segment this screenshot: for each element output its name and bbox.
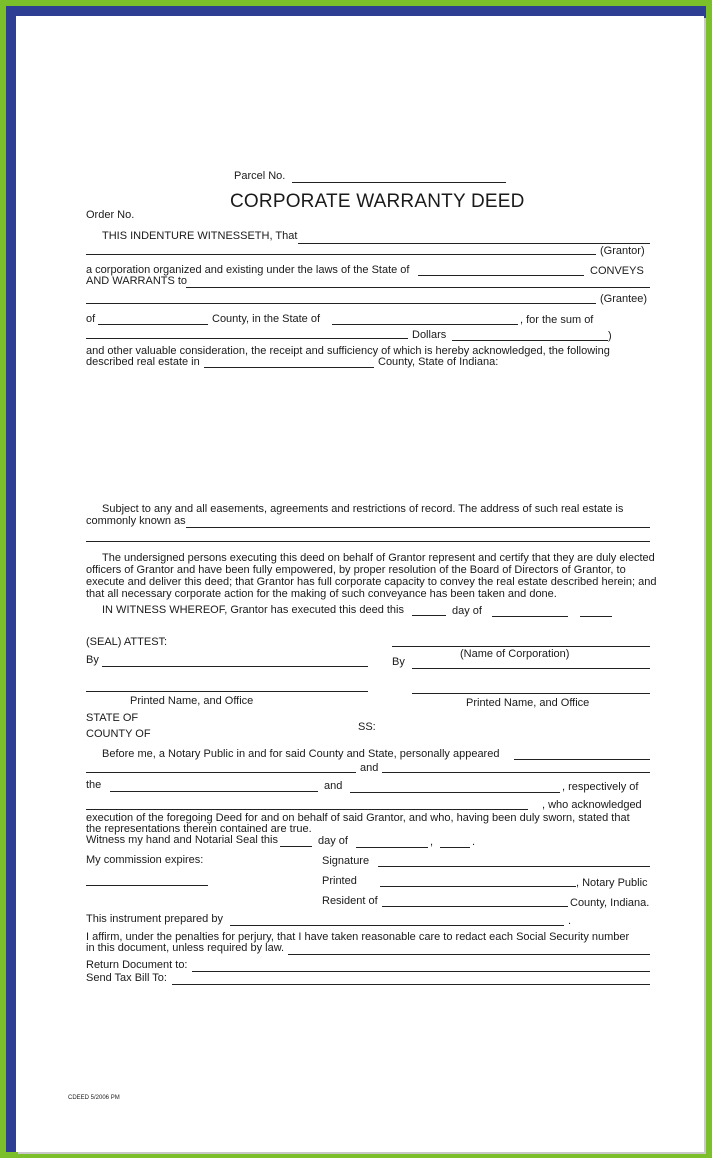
signature-label: Signature	[322, 855, 370, 867]
county-state-text: County, in the State of	[212, 313, 321, 325]
grantee-label: (Grantee)	[600, 293, 648, 305]
address-line-2[interactable]	[86, 541, 650, 542]
state-of-label: STATE OF	[86, 712, 139, 724]
the-text: the	[86, 779, 102, 791]
grantor-line-1[interactable]	[298, 243, 650, 244]
witness-year-line[interactable]	[580, 616, 612, 617]
witness-month-line[interactable]	[492, 616, 568, 617]
grantee-line-1[interactable]	[186, 287, 650, 288]
execution-line-1: execution of the foregoing Deed for and on behalf of said Grantor, and who, having been duly sworn, stated that	[86, 812, 630, 824]
parcel-line[interactable]	[292, 182, 506, 183]
printed-name-left: Printed Name, and Office	[130, 695, 254, 707]
affirm-line-2: in this document, unless required by law.	[86, 942, 285, 954]
county-indiana-text-2: County, Indiana.	[570, 897, 650, 909]
undersigned-line-4: that all necessary corporate action for the making of such conveyance has been taken and done.	[86, 588, 557, 600]
deed-document	[16, 16, 704, 1152]
appeared-line-1[interactable]	[514, 759, 650, 760]
grantee-line-2[interactable]	[86, 303, 596, 304]
of-text: of	[86, 313, 96, 325]
county-in-line[interactable]	[204, 367, 374, 368]
send-tax-line[interactable]	[172, 984, 650, 985]
page-title: CORPORATE WARRANTY DEED	[230, 191, 525, 212]
witness-whereof-text: IN WITNESS WHEREOF, Grantor has executed this deed this	[102, 604, 404, 616]
printed-name-right: Printed Name, and Office	[466, 697, 590, 709]
prepared-by-text: This instrument prepared by	[86, 913, 223, 925]
undersigned-line-3: execute and deliver this deed; that Grantor has full corporate capacity to convey the real estate described herein; and	[86, 576, 657, 588]
attest-signature-line[interactable]	[102, 666, 368, 667]
send-tax-label: Send Tax Bill To:	[86, 972, 167, 984]
name-of-corp-label: (Name of Corporation)	[460, 648, 570, 660]
corp-text: a corporation organized and existing under the laws of the State of	[86, 264, 410, 276]
county-of-label: COUNTY OF	[86, 728, 151, 740]
day-of-text: day of	[452, 605, 482, 617]
by-label-right: By	[392, 656, 405, 668]
title-line-2[interactable]	[350, 792, 560, 793]
parcel-label: Parcel No.	[234, 170, 286, 182]
conveys-text: CONVEYS	[590, 265, 644, 277]
warrants-text: AND WARRANTS to	[86, 275, 188, 287]
consideration-line-1: and other valuable consideration, the receipt and sufficiency of which is hereby acknowledged, the following	[86, 345, 610, 357]
county-indiana-text: County, State of Indiana:	[378, 356, 499, 368]
notary-day-of-text: day of	[318, 835, 348, 847]
before-me-text: Before me, a Notary Public in and for said County and State, personally appeared	[102, 748, 500, 760]
appeared-line-2[interactable]	[86, 772, 356, 773]
attest-printed-line[interactable]	[86, 691, 368, 692]
subject-line-1: Subject to any and all easements, agreements and restrictions of record. The address of such real estate is	[102, 503, 624, 515]
affirm-line-1: I affirm, under the penalties for perjury, that I have taken reasonable care to redact each Social Security number	[86, 931, 630, 943]
paren-close: )	[608, 330, 612, 342]
consideration-line-2: described real estate in	[86, 356, 200, 368]
prepared-by-line[interactable]	[230, 925, 564, 926]
corp-printed-line[interactable]	[412, 693, 650, 694]
notary-day-line[interactable]	[280, 846, 312, 847]
commission-label: My commission expires:	[86, 854, 204, 866]
state-of-line[interactable]	[332, 324, 518, 325]
by-label-left: By	[86, 654, 99, 666]
amount-line[interactable]	[452, 340, 608, 341]
period-text-2: .	[568, 915, 572, 927]
corporation-line[interactable]	[86, 809, 528, 810]
execution-line-2: the representations therein contained are true.	[86, 823, 312, 835]
and-text-2: and	[324, 780, 343, 792]
county-line[interactable]	[98, 324, 208, 325]
sum-of-text: , for the sum of	[520, 314, 594, 326]
commission-line[interactable]	[86, 885, 208, 886]
comma-text: ,	[430, 836, 434, 848]
resident-county-line[interactable]	[382, 906, 568, 907]
undersigned-line-2: officers of Grantor and have been fully empowered, by proper resolution of the Board of Directors of Grantor, to	[86, 564, 626, 576]
witness-hand-text: Witness my hand and Notarial Seal this	[86, 834, 278, 846]
notary-year-line[interactable]	[440, 847, 470, 848]
corp-signature-line[interactable]	[412, 668, 650, 669]
subject-line-2: commonly known as	[86, 515, 186, 527]
resident-of-label: Resident of	[322, 895, 378, 907]
notary-printed-line[interactable]	[380, 886, 576, 887]
indenture-text: THIS INDENTURE WITNESSETH, That	[102, 230, 298, 242]
page-frame	[6, 6, 706, 1152]
period-text: .	[472, 836, 476, 848]
witness-day-line[interactable]	[412, 615, 446, 616]
affirm-signature-line[interactable]	[288, 954, 650, 955]
address-line-1[interactable]	[186, 527, 650, 528]
corporation-name-line[interactable]	[392, 646, 650, 647]
grantor-label: (Grantor)	[600, 245, 645, 257]
who-acknowledged-text: , who acknowledged	[542, 799, 642, 811]
ss-label: SS:	[358, 721, 376, 733]
state-line[interactable]	[418, 275, 584, 276]
respectively-text: , respectively of	[562, 781, 639, 793]
seal-attest-label: (SEAL) ATTEST:	[86, 636, 168, 648]
return-document-label: Return Document to:	[86, 959, 188, 971]
appeared-line-3[interactable]	[382, 772, 650, 773]
amount-words-line[interactable]	[86, 338, 408, 339]
title-line-1[interactable]	[110, 791, 318, 792]
grantor-line-2[interactable]	[86, 254, 596, 255]
printed-label: Printed	[322, 875, 357, 887]
return-document-line[interactable]	[192, 971, 650, 972]
order-label: Order No.	[86, 209, 135, 221]
notary-public-text: , Notary Public	[576, 877, 648, 889]
dollars-text: Dollars	[412, 329, 447, 341]
notary-month-line[interactable]	[356, 847, 428, 848]
undersigned-line-1: The undersigned persons executing this deed on behalf of Grantor represent and certify that they are duly elected	[102, 552, 655, 564]
notary-signature-line[interactable]	[378, 866, 650, 867]
form-code: CDEED 5/2006 PM	[68, 1095, 120, 1101]
and-text-1: and	[360, 762, 379, 774]
